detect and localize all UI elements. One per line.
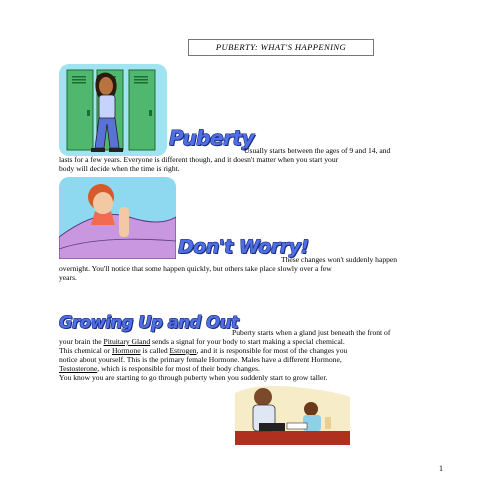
girl-at-lockers-clipart (59, 64, 167, 156)
girl-in-bed-clipart (59, 177, 176, 259)
dont-worry-line-1: These changes won't suddenly happen (281, 255, 398, 264)
growing-line-4: notice about yourself. This is the primary female Hormone. Males have a different Hormone, (59, 355, 342, 364)
testosterone-term: Testosterone (59, 364, 98, 373)
puberty-line-3: body will decide when the time is right. (59, 164, 180, 173)
growing-line-3-mid: is called (140, 346, 170, 355)
puberty-line-2: lasts for a few years. Everyone is different though, and it doesn't matter when you start your (59, 155, 339, 164)
pituitary-gland-term: Pituitary Gland (103, 337, 151, 346)
puberty-line-1: Usually starts between the ages of 9 and 14, and (244, 146, 391, 155)
growing-line-2-pre: your brain the (59, 337, 104, 346)
puberty-heading: Puberty (169, 126, 255, 150)
growing-line-1: Puberty starts when a gland just beneath the front of (232, 328, 391, 337)
growing-line-3-pre: This chemical or (59, 346, 112, 355)
growing-line-6: You know you are starting to go through puberty when you suddenly start to grow taller. (59, 373, 328, 382)
growing-line-5-post: , which is responsible for most of their body changes. (97, 364, 260, 373)
growing-line-2-post: sends a signal for your body to start making a special chemical. (150, 337, 345, 346)
growing-line-3 (59, 346, 347, 355)
page-number: 1 (439, 464, 443, 473)
page-title: PUBERTY: WHAT'S HAPPENING (188, 39, 374, 56)
dont-worry-line-2: overnight. You'll notice that some happen quickly, but others take place slowly over a few (59, 264, 332, 273)
growing-heading: Growing Up and Out (59, 313, 239, 332)
hormone-term: Hormone (111, 346, 141, 355)
dont-worry-heading: Don't Worry! (178, 236, 309, 258)
growing-line-2 (59, 337, 345, 346)
estrogen-term: Estrogen (169, 346, 197, 355)
growing-line-3-post: , and it is responsible for most of the changes you (196, 346, 348, 355)
adult-and-child-clipart (235, 383, 350, 445)
growing-line-5 (59, 364, 260, 373)
dont-worry-line-3: years. (59, 273, 77, 282)
